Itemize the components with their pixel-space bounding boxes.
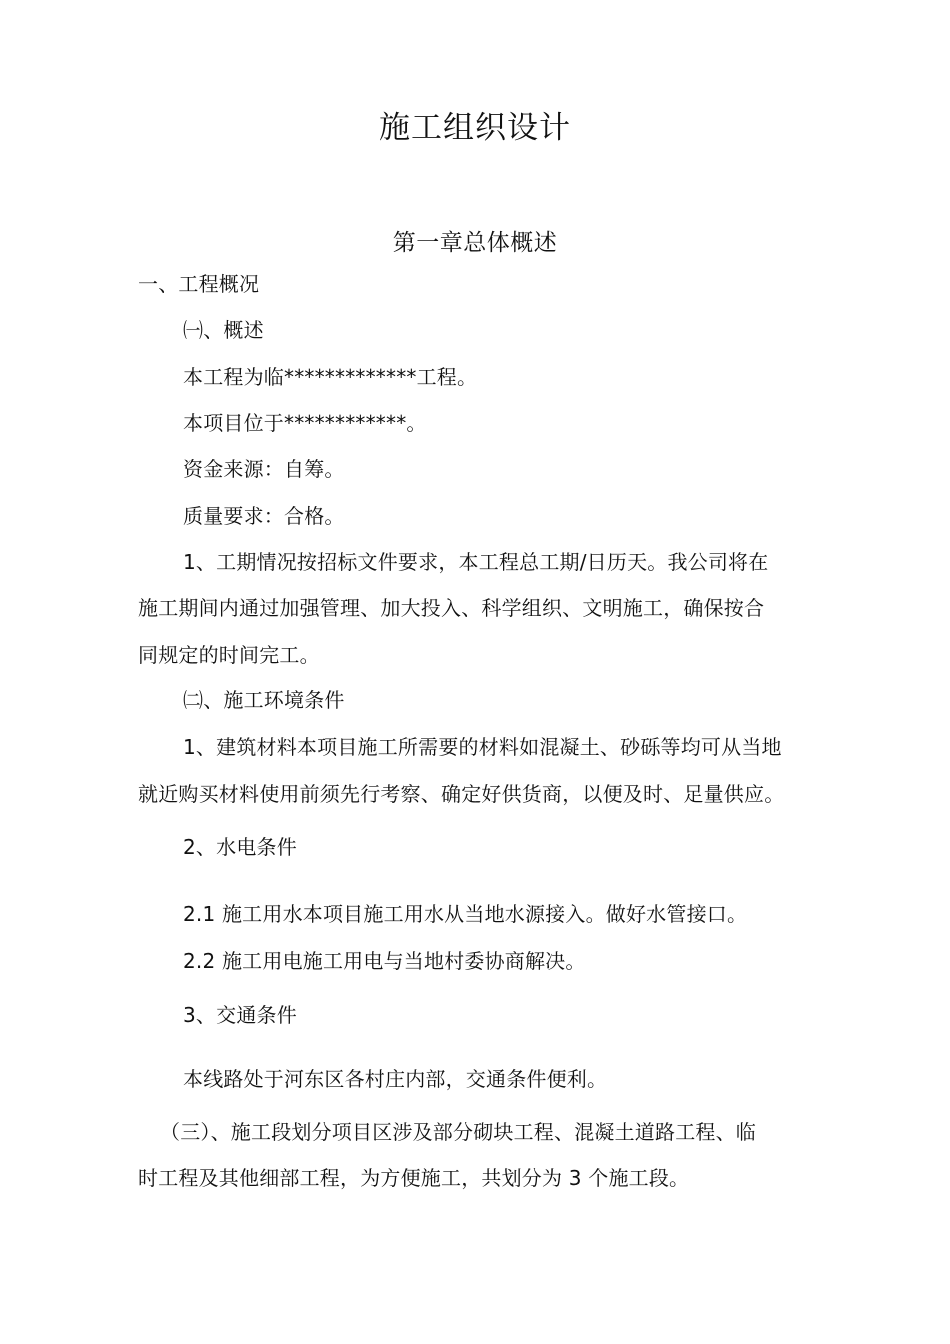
- paragraph-construction-sections-line: 时工程及其他细部工程，为方便施工，共划分为 3 个施工段。: [138, 1166, 690, 1190]
- paragraph-materials-line: 1、建筑材料本项目施工所需要的材料如混凝土、砂砾等均可从当地: [183, 735, 782, 759]
- paragraph-schedule-line: 同规定的时间完工。: [138, 643, 320, 667]
- paragraph-traffic: 本线路处于河东区各村庄内部，交通条件便利。: [183, 1067, 608, 1091]
- subsection-heading-environment: ㈡、施工环境条件: [183, 688, 345, 712]
- chapter-title: 第一章总体概述: [392, 230, 558, 256]
- paragraph-power-supply: 2.2 施工用电施工用电与当地村委协商解决。: [183, 949, 586, 973]
- paragraph-quality: 质量要求：合格。: [183, 504, 345, 528]
- item-heading-traffic: 3、交通条件: [183, 1003, 297, 1027]
- item-heading-utilities: 2、水电条件: [183, 835, 297, 859]
- paragraph-materials-line: 就近购买材料使用前须先行考察、确定好供货商，以便及时、足量供应。: [138, 782, 785, 806]
- paragraph-schedule-line: 施工期间内通过加强管理、加大投入、科学组织、文明施工，确保按合: [138, 596, 765, 620]
- document-title: 施工组织设计: [379, 110, 571, 146]
- subsection-heading-overview: ㈠、概述: [183, 318, 264, 342]
- paragraph-water-supply: 2.1 施工用水本项目施工用水从当地水源接入。做好水管接口。: [183, 902, 748, 926]
- section-heading-project-overview: 一、工程概况: [138, 272, 260, 296]
- paragraph-funding: 资金来源：自筹。: [183, 457, 345, 481]
- paragraph-project-name: 本工程为临*************工程。: [183, 365, 478, 389]
- paragraph-project-location: 本项目位于************。: [183, 411, 427, 435]
- paragraph-schedule-line: 1、工期情况按招标文件要求，本工程总工期/日历天。我公司将在: [183, 550, 769, 574]
- paragraph-construction-sections-line: （三）、施工段划分项目区涉及部分砌块工程、混凝土道路工程、临: [160, 1120, 756, 1144]
